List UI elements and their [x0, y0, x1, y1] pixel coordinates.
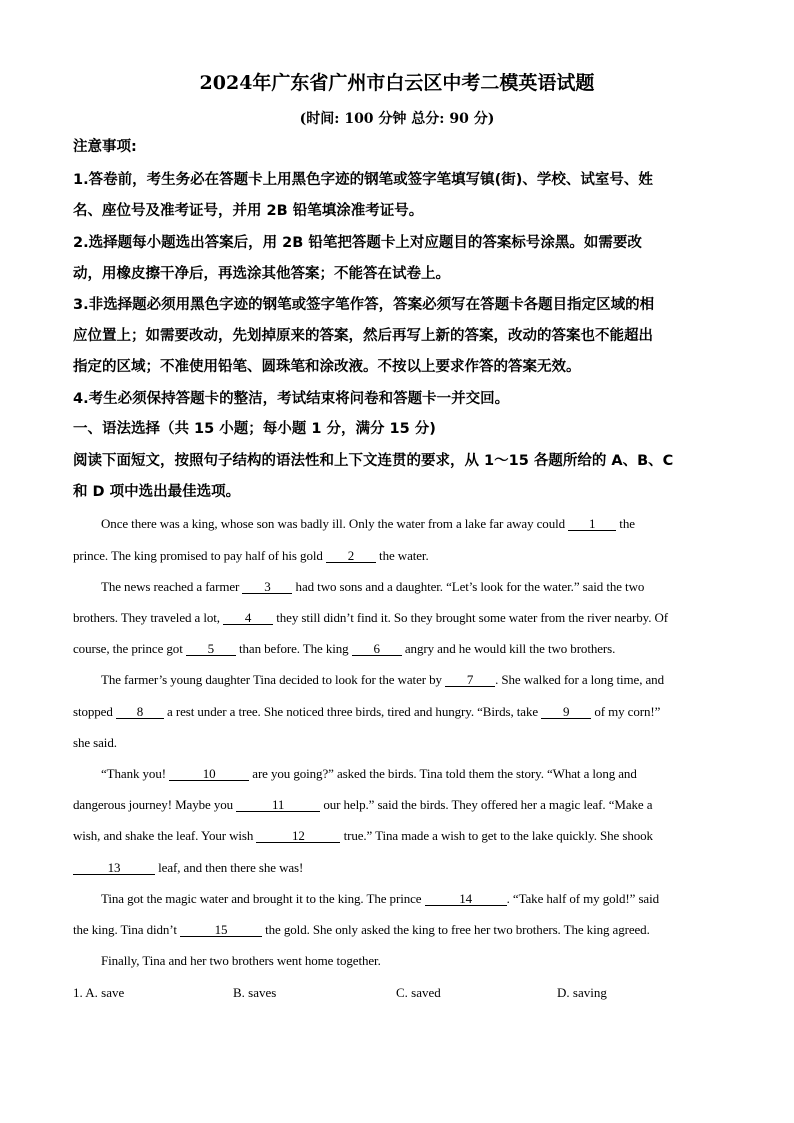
blank-7: 7: [445, 673, 495, 687]
question-1-option-b: B. saves: [233, 985, 277, 1000]
blank-2: 2: [326, 549, 376, 563]
passage-line: prince. The king promised to pay half of his gold 2 the water.: [73, 548, 429, 563]
notice-item-2-line-1: 2.选择题每小题选出答案后，用 2B 铅笔把答题卡上对应题目的答案标号涂黑。如需要改: [73, 235, 642, 251]
passage-line: Finally, Tina and her two brothers went home together.: [101, 953, 381, 968]
notice-item-2-line-2: 动，用橡皮擦干净后，再选涂其他答案；不能答在试卷上。: [73, 266, 450, 282]
blank-9: 9: [541, 705, 591, 719]
notice-item-1-line-1: 1.答卷前，考生务必在答题卡上用黑色字迹的钢笔或签字笔填写镇(街)、学校、试室号、姓: [73, 172, 653, 188]
section-1-instruction-line-2: 和 D 项中选出最佳选项。: [73, 484, 241, 500]
section-1-heading: 一、语法选择（共 15 小题；每小题 1 分，满分 15 分): [73, 421, 436, 437]
passage-line: the king. Tina didn’t 15 the gold. She only asked the king to free her two brothers. The king agreed.: [73, 922, 650, 937]
notice-item-1-line-2: 名、座位号及准考证号，并用 2B 铅笔填涂准考证号。: [73, 203, 424, 219]
blank-12: 12: [256, 829, 340, 843]
passage-line: dangerous journey! Maybe you 11 our help.” said the birds. They offered her a magic leaf. “Make a: [73, 797, 653, 812]
blank-15: 15: [180, 923, 262, 937]
exam-time-score: (时间: 100 分钟 总分: 90 分): [299, 111, 495, 127]
blank-10: 10: [169, 767, 249, 781]
passage-line: Tina got the magic water and brought it to the king. The prince 14 . “Take half of my gold!” said: [101, 891, 659, 906]
notice-heading: 注意事项:: [73, 139, 137, 155]
passage-line: brothers. They traveled a lot, 4 they still didn’t find it. So they brought some water from the river nearby. Of: [73, 610, 669, 625]
notice-item-4: 4.考生必须保持答题卡的整洁，考试结束将问卷和答题卡一并交回。: [73, 391, 510, 407]
question-1-option-c: C. saved: [396, 985, 441, 1000]
blank-3: 3: [242, 580, 292, 594]
passage-line: 13 leaf, and then there she was!: [73, 860, 733, 876]
blank-8: 8: [116, 705, 164, 719]
passage-line: wish, and shake the leaf. Your wish 12 true.” Tina made a wish to get to the lake quickly. She shook: [73, 828, 653, 843]
notice-item-3-line-1: 3.非选择题必须用黑色字迹的钢笔或签字笔作答，答案必须写在答题卡各题目指定区域的相: [73, 297, 655, 313]
passage-line: The farmer’s young daughter Tina decided to look for the water by 7 . She walked for a long time, and: [101, 672, 664, 687]
question-1-option-a: 1. A. save: [73, 985, 125, 1000]
blank-6: 6: [352, 642, 402, 656]
notice-item-3-line-2: 应位置上；如需要改动，先划掉原来的答案，然后再写上新的答案，改动的答案也不能超出: [73, 328, 653, 344]
passage-line: she said.: [73, 735, 117, 750]
blank-4: 4: [223, 611, 273, 625]
blank-1: 1: [568, 517, 616, 531]
passage-line: “Thank you! 10 are you going?” asked the birds. Tina told them the story. “What a long and: [101, 766, 637, 781]
passage-line: Once there was a king, whose son was badly ill. Only the water from a lake far away could 1 the: [101, 516, 635, 531]
passage-line: course, the prince got 5 than before. The king 6 angry and he would kill the two brothers.: [73, 641, 616, 656]
passage-line: The news reached a farmer 3 had two sons and a daughter. “Let’s look for the water.” said the two: [101, 579, 645, 594]
section-1-instruction-line-1: 阅读下面短文，按照句子结构的语法性和上下文连贯的要求，从 1～15 各题所给的 A、B、C: [73, 453, 674, 469]
notice-item-3-line-3: 指定的区域；不准使用铅笔、圆珠笔和涂改液。不按以上要求作答的答案无效。: [73, 359, 581, 375]
blank-14: 14: [425, 892, 507, 906]
question-1-option-d: D. saving: [557, 985, 607, 1000]
page-title: 2024年广东省广州市白云区中考二模英语试题: [199, 72, 595, 94]
blank-5: 5: [186, 642, 236, 656]
blank-11: 11: [236, 798, 320, 812]
blank-13: 13: [73, 861, 155, 875]
passage-line: stopped 8 a rest under a tree. She noticed three birds, tired and hungry. “Birds, take 9 of my corn!”: [73, 704, 661, 719]
